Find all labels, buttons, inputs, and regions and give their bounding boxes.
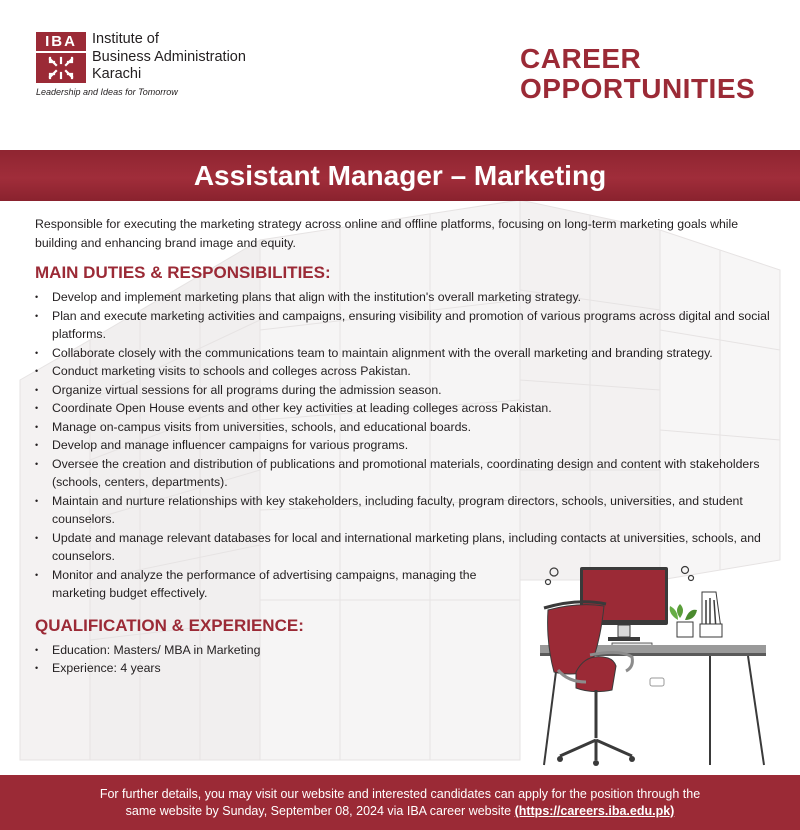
header [0,0,800,150]
footer-line2 [0,803,800,820]
duties-list [35,288,775,603]
qualification-heading: QUALIFICATION & EXPERIENCE: [35,615,304,635]
logo-iba-wordmark: IBA [36,32,86,51]
qualification-item: • Education: Masters/ MBA in Marketing [35,641,775,660]
logo-emblem-icon [36,53,86,83]
career-heading-line1: CAREER [520,43,642,74]
application-footer [0,775,800,830]
job-description [35,215,775,678]
career-heading-line2: OPPORTUNITIES [520,73,756,104]
duty-item: • Develop and implement marketing plans that align with the institution's overall marketing strategy. [35,288,775,307]
duty-item: • Update and manage relevant databases for local and international marketing plans, including contacts at universities, schools, and counselors. [35,529,775,566]
institute-tagline: Leadership and Ideas for Tomorrow [36,87,178,97]
duties-heading: MAIN DUTIES & RESPONSIBILITIES: [35,263,331,282]
footer-line1: For further details, you may visit our website and interested candidates can apply for the position through the [99,787,701,801]
institute-name-line3: Karachi [92,66,142,82]
qualification-item: • Experience: 4 years [35,659,775,678]
duty-item: • Monitor and analyze the performance of advertising campaigns, managing the marketing budget effectively. [35,566,505,603]
duty-item: • Maintain and nurture relationships with key stakeholders, including faculty, program directors, schools, universities, and student counselors. [35,492,775,529]
duty-item: • Conduct marketing visits to schools and colleges across Pakistan. [35,362,775,381]
job-title: Assistant Manager – Marketing [193,160,607,191]
duty-item: • Develop and manage influencer campaigns for various programs. [35,436,775,455]
careers-website-link[interactable]: (https://careers.iba.edu.pk) [514,804,675,818]
job-title-banner [0,150,800,201]
duty-item: • Manage on-campus visits from universities, schools, and educational boards. [35,418,775,437]
duty-item: • Organize virtual sessions for all programs during the admission season. [35,381,775,400]
footer-line2-text: same website by Sunday, September 08, 2024 via IBA career website [125,804,512,818]
duty-item: • Plan and execute marketing activities and campaigns, ensuring visibility and promotion of various programs across digital and social platforms. [35,307,775,344]
qualification-list [35,641,775,678]
duty-item: • Collaborate closely with the communications team to maintain alignment with the overall marketing and branding strategy. [35,344,775,363]
institute-name [92,31,292,84]
career-opportunities-heading [520,44,790,104]
duty-item: • Coordinate Open House events and other key activities at leading colleges across Pakistan. [35,399,775,418]
institute-name-line1: Institute of [92,31,159,47]
institute-name-line2: Business Administration [92,48,246,65]
duty-item: • Oversee the creation and distribution of publications and promotional materials, coordinating design and content with stakeholders (schools, centers, departments). [35,455,775,492]
job-summary: Responsible for executing the marketing strategy across online and offline platforms, focusing on long-term marketing goals while building and enhancing brand image and equity. [35,217,739,250]
